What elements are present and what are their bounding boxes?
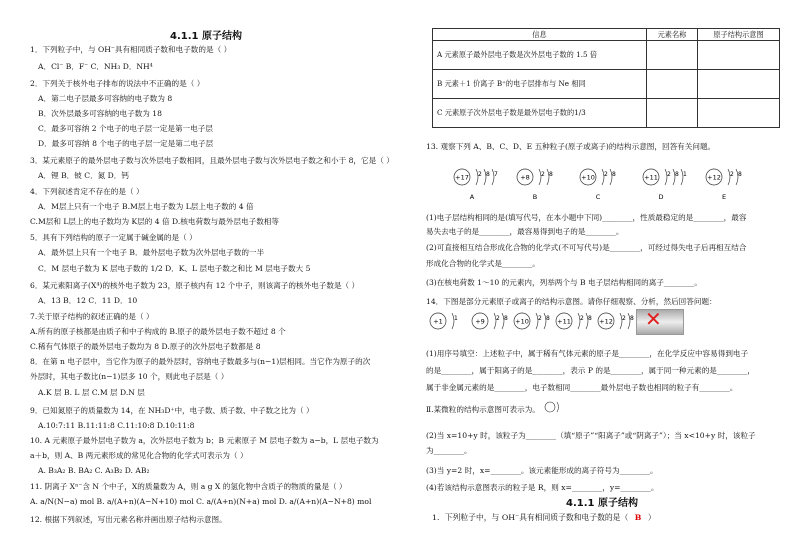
nucleus-charge: +9 — [475, 317, 485, 326]
table-header-row — [433, 29, 780, 41]
page-title: 4.1.1 原子结构 — [170, 31, 242, 42]
table-cell — [647, 70, 698, 99]
question-line: D．最多可容纳 8 个电子的电子层一定是第二电子层 — [38, 139, 214, 148]
table-cell — [647, 99, 698, 128]
nucleus-charge: +11 — [557, 317, 571, 326]
shell-count: 1 — [683, 171, 687, 178]
shell-count: 2 — [541, 171, 545, 178]
shell-count: 8 — [486, 171, 490, 178]
table-header: 元素名称 — [647, 29, 698, 41]
question-line: (1)电子层结构相同的是(填写代号，在本小题中下同)________，性质最稳定的是________，最容 — [426, 213, 747, 222]
question-line: A．13 B．12 C．11 D．10 — [38, 296, 138, 305]
shell-count: 8 — [612, 171, 616, 178]
question-line: 11. 阴离子 Xⁿ⁻含 N 个中子，X的质量数为 A，则 a g X 的氢化物中含质子的物质的量是（ ） — [30, 482, 347, 491]
shell-count: 1 — [454, 315, 458, 322]
shell-count: 2 — [538, 315, 542, 322]
question-line: C．M 层电子数为 K 层电子数的 1/2 D．K、L 层电子数之和比 M 层电子数大 5 — [38, 264, 311, 273]
question-line: A. B₃A₂ B. BA₂ C. A₃B₂ D. AB₂ — [38, 466, 150, 475]
nucleus-charge: +10 — [515, 317, 529, 326]
question-line: Ⅱ.某微粒的结构示意图可表示为。 — [426, 405, 540, 414]
shell-count: 8 — [675, 171, 679, 178]
question-line: A．锂 B．铍 C．氮 D．钙 — [38, 171, 129, 180]
question-line: 10. A 元素原子最外层电子数为 a，次外层电子数为 b；B 元素原子 M 层电子数为 a−b，L 层电子数为 — [30, 436, 379, 445]
question-line: (2)当 x=10+y 时，该粒子为________（填“原子”“阳离子”或“阴离子”）；当 x<10+y 时，该粒子 — [426, 431, 756, 440]
question-line: (3)当 y=2 时，x=________。该元素能形成的离子符号为________。 — [426, 466, 658, 475]
table-cell: C 元素原子次外层电子数是最外层电子数的1/3 — [433, 99, 647, 128]
question-line: 形成化合物的化学式是________。 — [426, 259, 540, 268]
shell-count: 8 — [504, 315, 508, 322]
question-line: 3．某元素原子的最外层电子数与次外层电子数相同，且最外层电子数与次外层电子数之和小于 8，它是（ ） — [30, 156, 394, 165]
table-cell: B 元素＋1 价离子 B⁺的电子层排布与 Ne 相同 — [433, 70, 647, 99]
table-row — [433, 41, 780, 70]
atom-label: E — [721, 193, 727, 201]
shell-count: 2 — [730, 171, 734, 178]
question-line: 14．下图是部分元素原子或离子的结构示意图。请你仔细观察、分析，然后回答问题： — [426, 297, 717, 306]
atom-diagram — [580, 169, 616, 201]
question-line: 为________。 — [426, 446, 472, 455]
question-line: A．第二电子层最多可容纳的电子数为 8 — [38, 94, 173, 103]
question-line: C.稀有气体原子的最外层电子数均为 8 D.原子的次外层电子数都是 8 — [30, 342, 261, 351]
question-line: A．Cl⁻ B．F⁻ C．NH₃ D．NH⁴ — [38, 62, 153, 71]
question-line: C．最多可容纳 2 个电子的电子层一定是第一电子层 — [38, 124, 213, 133]
atom-diagram — [643, 169, 687, 201]
atom-diagram — [706, 169, 742, 201]
shell-count: 7 — [494, 171, 498, 178]
nucleus-charge: +10 — [581, 173, 595, 182]
question-line: 8．在第 n 电子层中，当它作为原子的最外层时，容纳电子数最多与(n−1)层相同。当它作为原子的次 — [30, 357, 371, 366]
nucleus-charge: +17 — [455, 173, 469, 182]
question-line: 的是________，属于阳离子的是________，表示 P 的是________，属于同一种元素的是________， — [426, 366, 755, 375]
question-line: 6．某元素阳离子(X⁴)的核外电子数为 23，原子核内有 12 个中子，则该离子的核外电子数是（ ） — [30, 281, 360, 290]
question-line: C.M层和 L层上的电子数均为 K层的 4 倍 D.核电荷数与最外层电子数相等 — [30, 217, 280, 226]
particle-diagram-icon — [544, 399, 564, 415]
close-icon: ✕ — [636, 309, 684, 335]
question-line: 外层时，其电子数比(n−1)层多 10 个，则此电子层是（ ） — [30, 372, 229, 381]
question-line: A.所有的原子核都是由质子和中子构成的 B.原子的最外层电子数不超过 8 个 — [30, 327, 286, 336]
question-line: 1．下列粒子中，与 OH⁻具有相同质子数和电子数的是（ ） — [30, 45, 232, 54]
question-line: A.K 层 B. L 层 C.M 层 D.N 层 — [38, 388, 145, 397]
shell-count: 8 — [546, 315, 550, 322]
question-line: 属于非金属元素的是________，电子数相同________最外层电子数也相同的粒子有________。 — [426, 383, 738, 392]
question-close: ） — [647, 513, 656, 522]
nucleus-charge: +12 — [707, 173, 721, 182]
table-header: 信息 — [433, 29, 647, 41]
question-line: (1)用序号填空：上述粒子中，属于稀有气体元素的原子是________，在化学反应中容易得到电子 — [426, 349, 749, 358]
info-table — [432, 28, 780, 128]
shell-count: 2 — [580, 315, 584, 322]
nucleus-charge: +1 — [433, 317, 443, 326]
atom-label: A — [469, 193, 475, 201]
table-row — [433, 70, 780, 99]
question-line: (4)若该结构示意图表示的粒子是 R，则 x=________，y=________。 — [426, 483, 659, 492]
atom-diagram — [514, 313, 550, 329]
question-line: A. a/N(N−a) mol B. a/(A+n)(A−N+10) mol C. a/(A+n)(N+a) mol D. a/(A+n)(A−N+8) mol — [30, 497, 372, 506]
shell-count: 2 — [622, 315, 626, 322]
table-row — [433, 99, 780, 128]
question-line: (2)可直接相互结合形成化合物的化学式(不可写代号)是________，可经过得失电子后再相互结合 — [426, 243, 747, 252]
table-cell — [698, 99, 780, 128]
table-header: 原子结构示意图 — [698, 29, 780, 41]
shell-count: 2 — [604, 171, 608, 178]
atom-diagrams-q13 — [450, 165, 794, 205]
atom-diagram — [472, 313, 508, 329]
table-cell: A 元素原子最外层电子数是次外层电子数的 1.5 倍 — [433, 41, 647, 70]
question-line: 5．具有下列结构的原子一定属于碱金属的是（ ） — [30, 233, 197, 242]
atom-diagrams-q14 — [426, 307, 656, 337]
nucleus-charge: +8 — [520, 173, 530, 182]
question-line: A．M层上只有一个电子 B.M层上电子数为 L层上电子数的 4 倍 — [38, 202, 254, 211]
table-cell — [698, 41, 780, 70]
question-line: (3)在核电荷数 1～10 的元素内，列举两个与 B 电子层结构相同的离子________。 — [426, 278, 702, 287]
question-line: A.10:7:11 B.11:11:8 C.11:10:8 D.10:11:8 — [38, 421, 195, 430]
question-line: a＋b，则 A、B 两元素形成的常见化合物的化学式可表示为（ ） — [30, 451, 248, 460]
nucleus-charge: +12 — [599, 317, 613, 326]
atom-diagram — [598, 313, 634, 329]
atom-diagram — [517, 169, 553, 201]
question-line: 12. 根据下列叙述，写出元素名称并画出原子结构示意图。 — [30, 515, 227, 524]
question-line: 13. 观察下列 A、B、C、D、E 五种粒子(原子或离子)的结构示意图，回答有关问题。 — [426, 142, 716, 151]
shell-count: 2 — [667, 171, 671, 178]
question-line: 9．已知氮原子的质量数为 14，在 NH₃D⁺中，电子数、质子数、中子数之比为（ ） — [30, 406, 314, 415]
atom-label: D — [658, 193, 664, 201]
shell-count: 8 — [630, 315, 634, 322]
table-cell — [647, 41, 698, 70]
bottom-title: 4.1.1 原子结构 — [566, 498, 638, 509]
atom-diagram — [454, 169, 498, 201]
question-line: A．最外层上只有一个电子 B．最外层电子数为次外层电子数的一半 — [38, 248, 265, 257]
atom-diagram — [430, 313, 458, 329]
answer-mark: B — [634, 513, 642, 522]
nucleus-charge: +11 — [644, 173, 658, 182]
atom-diagram — [556, 313, 592, 329]
question-text: 1．下列粒子中，与 OH⁻具有相同质子数和电子数的是（ — [432, 513, 629, 522]
question-line: B．次外层最多可容纳的电子数为 18 — [38, 109, 162, 118]
question-line: 易失去电子的是________，最容易得到电子的是________。 — [426, 227, 624, 236]
bottom-question — [432, 512, 656, 523]
shell-count: 8 — [549, 171, 553, 178]
atom-label: C — [595, 193, 601, 201]
question-line: 7.关于原子结构的叙述正确的是（ ） — [30, 312, 154, 321]
atom-label: B — [532, 193, 538, 201]
shell-count: 8 — [588, 315, 592, 322]
shell-count: 2 — [496, 315, 500, 322]
shell-count: 8 — [738, 171, 742, 178]
question-line: 4．下列叙述肯定不存在的是（ ） — [30, 187, 144, 196]
question-line: 2．下列关于核外电子排布的说法中不正确的是（ ） — [30, 79, 205, 88]
shell-count: 2 — [478, 171, 482, 178]
table-cell — [698, 70, 780, 99]
